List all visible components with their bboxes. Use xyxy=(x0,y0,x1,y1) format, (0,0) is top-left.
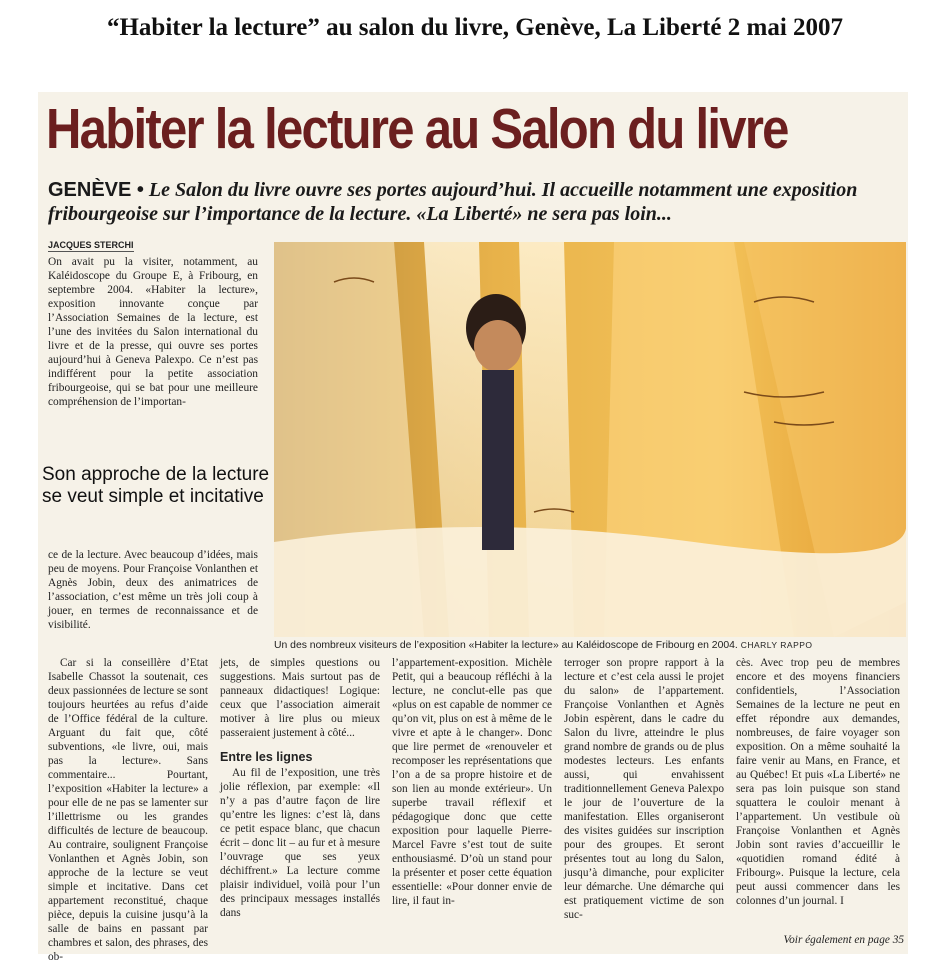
photo-illustration xyxy=(274,242,906,637)
see-also-note: Voir également en page 35 xyxy=(783,934,904,946)
col2-text-a: jets, de simples questions ou suggestions. Mais surtout pas de panneaux didactiques! Logique: ceux que l’association aimerait motiver à lire plus ou mieux passeraient justement à côté... xyxy=(220,657,380,739)
column-2 xyxy=(220,656,380,920)
column-4 xyxy=(564,656,724,922)
col5-text: cès. Avec trop peu de membres encore et des moyens financiers confidentiels, l’Association Semaines de la lecture ne peut en effet répondre aux demandes, nombreuses, de faire voyager son exposition. On a même souhaité la faire venir au Mans, en France, et au Québec! Et puis «La Liberté» ne sera pas loin puisque son stand squattera le couloir menant à l’appartement. Un vestibule où Françoise Vonlanthen et Agnès Jobin sont ravies d’accueillir le «quotidien romand édité à Fribourg». Puisque la lecture, cela peut aussi commencer dans les colonnes d’un journal. I xyxy=(736,657,900,907)
byline: JACQUES STERCHI xyxy=(48,240,134,250)
photo-caption xyxy=(274,640,906,651)
column-5 xyxy=(736,656,900,908)
lead-city: GENÈVE • xyxy=(48,179,144,201)
col3-text: l’appartement-exposition. Michèle Petit, qui a beaucoup réfléchi à la lecture, ne conclut-elle pas que «plus on est capable de nommer ce qu’on vit, plus on est à même de le vivre et apte à le changer». Donc que lire permet de «renouveler et recomposer les représentations que l’on a de sa propre histoire et de son lien au monde extérieur». Un superbe travail réflexif et pédagogique donc que cette exposition pour laquelle Pierre-Marcel Favre s’est tout de suite enthousiasmé. D’où un stand pour la présenter et poser cette équation essentielle: «Pour donner envie de lire, il faut in- xyxy=(392,657,552,907)
article-headline: Habiter la lecture au Salon du livre xyxy=(46,97,788,161)
col2-text-b: Au fil de l’exposition, une très jolie réflexion, par exemple: «Il n’y a pas d’autre façon de lire qu’entre les lignes: c’est là, dans ce petit espace blanc, que chacun écrit – donc lit – au fur et à mesure l’ouvrage que ses yeux déchiffrent.» La lecture comme plaisir individuel, voilà pour l’un des principaux messages installés dans xyxy=(220,767,380,919)
col1-text: Car si la conseillère d’Etat Isabelle Chassot la soutenait, ces deux passionnées de lecture se sont toujours heurtées au refus d’aide de l’Office fédéral de la culture. Arguant du fait que, côté subventions, «le livre, oui, mais pas la lecture». Sans commentaire... Pourtant, l’exposition «Habiter la lecture» a pour elle de ne pas se lamenter sur l’illettrisme ou les grandes difficultés de lecture de beaucoup. Au contraire, soulignent Françoise Vonlanthen et Agnès Jobin, son approche de la lecture se veut simple et incitative. Dans cet appartement reconstitué, chaque pièce, depuis la cuisine jusqu’à la salle de bains en passant par chambres et salon, des phrases, des ob- xyxy=(48,657,208,963)
subheading: Son approche de la lecture se veut simple et incitative xyxy=(42,464,270,507)
newspaper-clipping xyxy=(38,92,908,963)
page-caption: “Habiter la lecture” au salon du livre, Genève, La Liberté 2 mai 2007 xyxy=(106,14,844,41)
col4-text: terroger son propre rapport à la lecture et c’est cela aussi le projet du salon» de l’appartement. Françoise Vonlanthen et Agnès Jobin espèrent, dans le cadre du Salon du livre, atteindre le plus grand nombre de grands ou de plus modestes lecteurs. Les enfants aussi, qui envahissent traditionnellement Geneva Palexpo le jour de l’ouverture de la manifestation. Elles organiseront des visites guidées sur inscription pour des groupes. Et seront présentes tout au long du Salon, jusqu’à dimanche, pour expliciter leur démarche. Une démarche qui est pratiquement victime de son suc- xyxy=(564,657,724,921)
column-1 xyxy=(48,656,208,964)
intro-continued: ce de la lecture. Avec beaucoup d’idées, mais peu de moyens. Pour Françoise Vonlanthen et Agnès Jobin, deux des animatrices de l’association, c’est même un très joli coup à jouer, en termes de reconnaissance et de visibilité. xyxy=(48,549,258,631)
photo-credit: CHARLY RAPPO xyxy=(740,640,813,650)
intro-paragraph: On avait pu la visiter, notamment, au Kaléidoscope du Groupe E, à Fribourg, en septembre 2004. «Habiter la lecture», exposition innovante conçue par l’Association Semaines de la lecture, est l’une des invitées du Salon international du livre et de la presse, qui ouvre ses portes aujourd’hui à Geneva Palexpo. Ce n’est pas indifférent pour la petite association fribourgeoise, qui se bat pour une meilleure compréhension de l’importan- xyxy=(48,256,258,408)
article-photo xyxy=(274,242,906,637)
photo-caption-text: Un des nombreux visiteurs de l’exposition «Habiter la lecture» au Kaléidoscope de Fribourg en 2004. xyxy=(274,640,738,651)
lead-text: Le Salon du livre ouvre ses portes aujourd’hui. Il accueille notamment une exposition fribourgeoise sur l’importance de la lecture. «La Liberté» ne sera pas loin... xyxy=(48,179,858,225)
article-lead xyxy=(48,178,898,226)
section-heading: Entre les lignes xyxy=(220,750,313,764)
column-3 xyxy=(392,656,552,908)
